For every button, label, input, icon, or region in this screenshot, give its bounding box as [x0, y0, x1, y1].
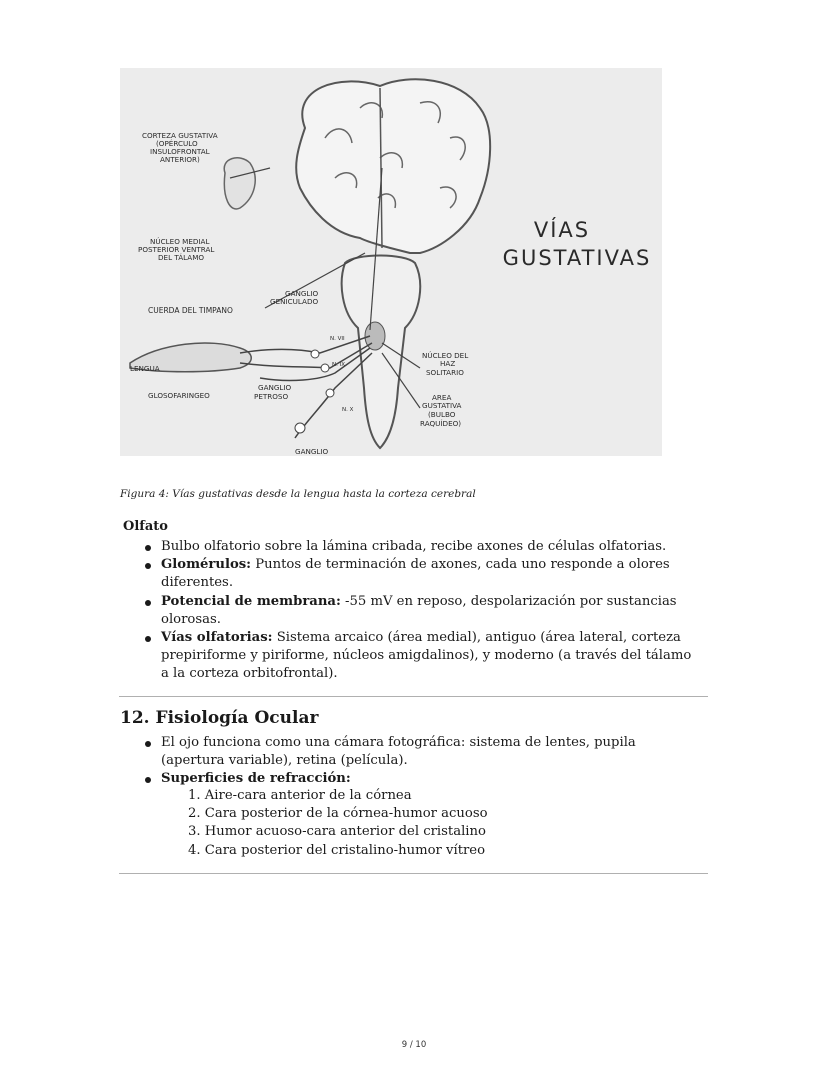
olfato-list	[142, 538, 702, 684]
svg-text:GUSTATIVA: GUSTATIVA	[422, 401, 462, 410]
figure-heading-vias: VÍAS	[533, 218, 591, 242]
list-item: 3. Humor acuoso-cara anterior del cristalino	[188, 824, 486, 840]
page-number: 9 / 10	[401, 1040, 427, 1050]
refraction-surfaces-list	[188, 787, 488, 860]
list-item: Potencial de membrana: -55 mV en reposo, despolarización por sustancias olorosas.	[142, 593, 702, 629]
label-area-gustativa	[420, 393, 462, 428]
list-item: El ojo funciona como una cámara fotográfica: sistema de lentes, pupila (apertura variable), retina (película).	[142, 734, 702, 770]
ocular-list	[142, 734, 702, 789]
svg-text:GANGLIO: GANGLIO	[258, 383, 292, 392]
label-corteza-gustativa	[142, 131, 218, 164]
svg-text:DEL TÁLAMO: DEL TÁLAMO	[158, 253, 205, 262]
label-ganglio-petroso	[254, 383, 292, 401]
figure-vias-gustativas	[120, 68, 662, 456]
svg-text:SOLITARIO: SOLITARIO	[426, 368, 464, 377]
svg-text:RAQUÍDEO): RAQUÍDEO)	[420, 419, 462, 428]
svg-text:(OPÉRCULO: (OPÉRCULO	[156, 139, 198, 148]
svg-text:PETROSO: PETROSO	[254, 392, 289, 401]
section-12-title: 12. Fisiología Ocular	[120, 708, 319, 728]
list-item: 4. Cara posterior del cristalino-humor vítreo	[188, 842, 486, 858]
label-glosofaringeo: GLOSOFARINGEO	[148, 391, 210, 400]
svg-text:GANGLIO: GANGLIO	[285, 289, 319, 298]
section-divider	[119, 873, 708, 874]
svg-text:NÚCLEO DEL: NÚCLEO DEL	[422, 351, 469, 360]
label-nucleo-haz-solitario	[422, 351, 468, 377]
label-nix: N. IX	[332, 362, 346, 368]
label-lengua: LENGUA	[130, 364, 160, 373]
figure-caption: Figura 4: Vías gustativas desde la lengua hasta la corteza cerebral	[120, 488, 476, 500]
label-ganglio-geniculado	[270, 289, 319, 306]
olfato-heading: Olfato	[123, 519, 168, 534]
svg-text:INSULOFRONTAL: INSULOFRONTAL	[150, 147, 210, 156]
figure-heading-gustativas: GUSTATIVAS	[502, 246, 652, 270]
svg-text:AREA: AREA	[432, 393, 452, 402]
svg-text:NÚCLEO MEDIAL: NÚCLEO MEDIAL	[150, 237, 210, 246]
svg-text:GENICULADO: GENICULADO	[270, 297, 319, 306]
label-ganglio-bottom: GANGLIO	[295, 447, 329, 456]
svg-text:POSTERIOR VENTRAL: POSTERIOR VENTRAL	[138, 245, 215, 254]
list-item: Superficies de refracción:	[142, 770, 702, 788]
svg-text:ANTERIOR): ANTERIOR)	[160, 155, 200, 164]
list-item: 1. Aire-cara anterior de la córnea	[188, 788, 412, 803]
label-cuerda-timpano: CUERDA DEL TIMPANO	[148, 306, 233, 315]
brain-diagram-image	[120, 68, 662, 456]
svg-text:HAZ: HAZ	[440, 359, 456, 368]
label-nvii: N. VII	[330, 336, 345, 342]
list-item: 2. Cara posterior de la córnea-humor acuoso	[188, 806, 488, 822]
svg-text:CORTEZA GUSTATIVA: CORTEZA GUSTATIVA	[142, 131, 218, 140]
label-nx: N. X	[342, 407, 354, 413]
list-item: Bulbo olfatorio sobre la lámina cribada, recibe axones de células olfatorias.	[142, 538, 702, 556]
section-divider	[119, 696, 708, 697]
list-item: Glomérulos: Puntos de terminación de axones, cada uno responde a olores diferentes.	[142, 556, 702, 592]
label-nucleo-medial	[138, 237, 214, 262]
list-item: Vías olfatorias: Sistema arcaico (área medial), antiguo (área lateral, corteza prepiriforme y piriforme, núcleos amigdalinos), y moderno (a través del tálamo a la corteza orbitofrontal).	[142, 629, 702, 684]
svg-text:(BULBO: (BULBO	[428, 410, 456, 419]
